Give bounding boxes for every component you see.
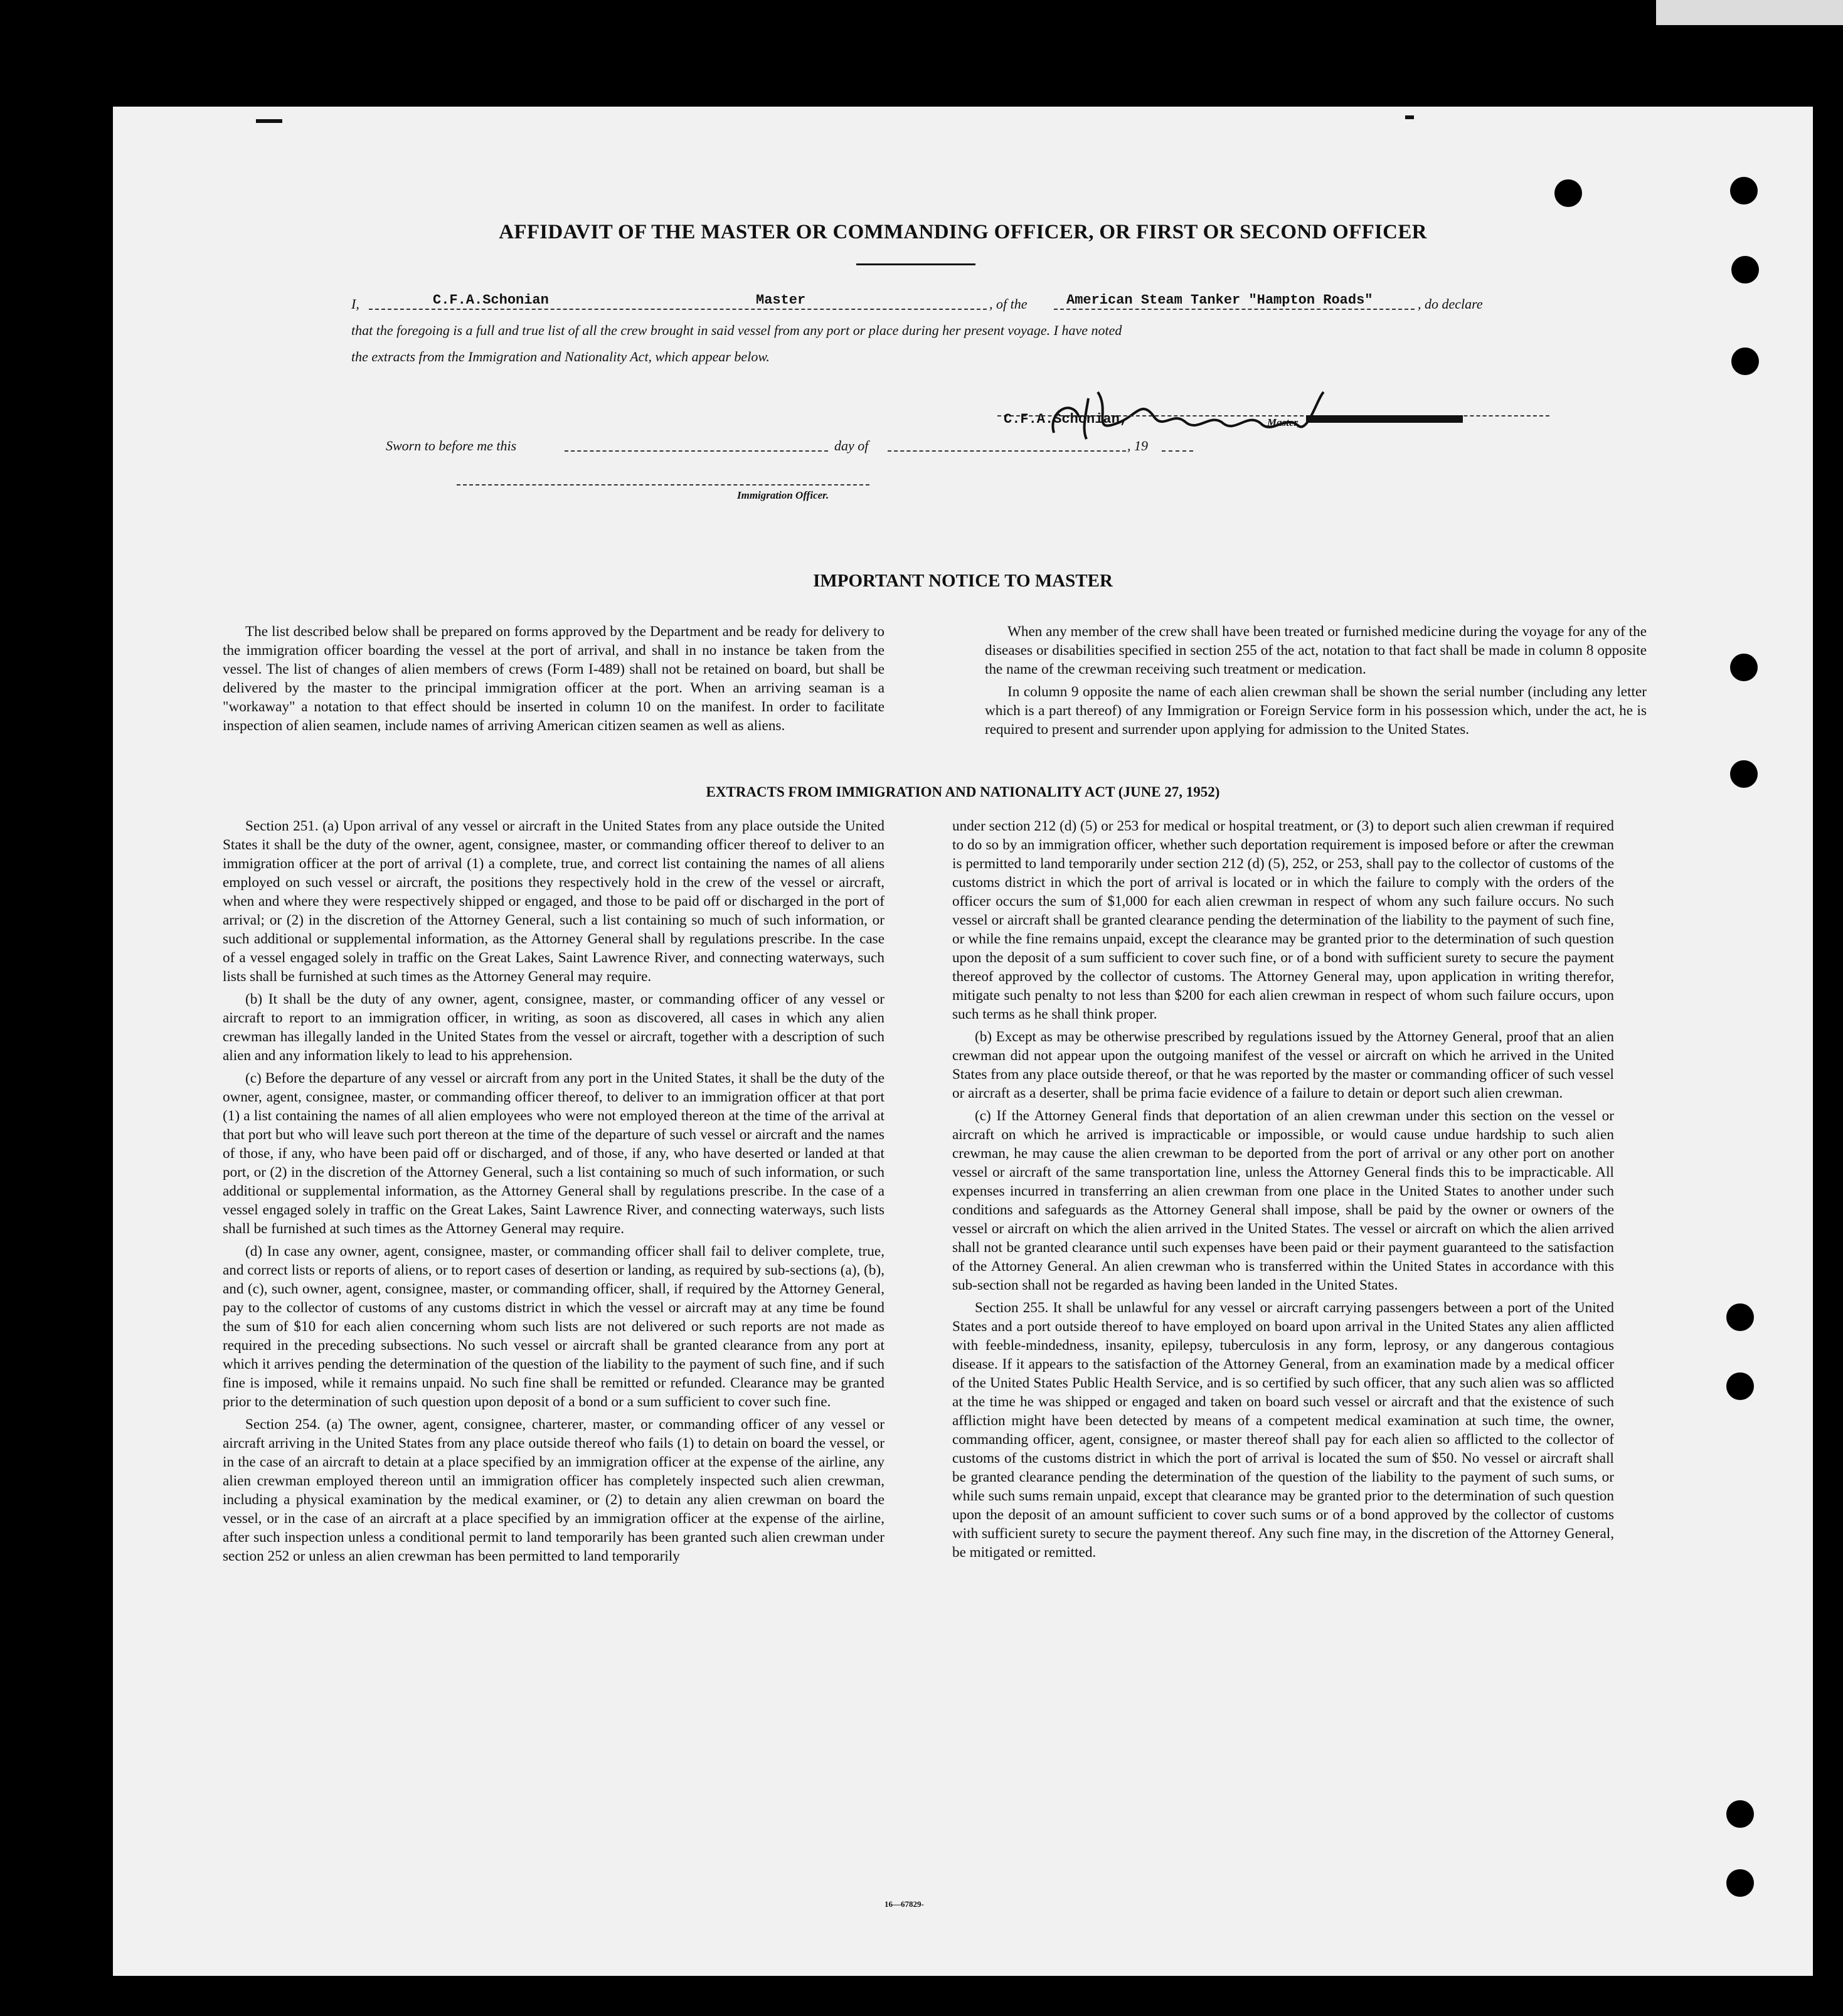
- notice-right-column: [985, 622, 1647, 743]
- signature-typed-name: C.F.A.Schonian,: [1004, 411, 1129, 427]
- section-paragraph: under section 212 (d) (5) or 253 for medical or hospital treatment, or (3) to deport such alien crewman if required to do so by an immigration officer, whether such deportation requirement is imposed before or after the crewman is permitted to land temporarily under section 212 (d) (5), 252, or 253, shall pay to the collector of customs of the customs district in which the port of arrival is located or in which the failure to comply with the orders of the officer occurs the sum of $1,000 for each alien crewman in respect of whom any such failure occurs. No such vessel or aircraft shall be granted clearance pending the determination of the liability to the payment of such fine, or while the fine remains unpaid, except the clearance may be granted prior to the determination of such question upon the deposit of a sum sufficient to cover such fine, or of a bond with sufficient surety to secure the payment thereof approved by the collector of customs. The Attorney General may, upon application in writing therefor, mitigate such penalty to not less than $200 for each alien crewman in respect of whom such failure occurs, upon such terms as he shall think proper.: [952, 818, 1614, 1022]
- name-field-line: [369, 309, 987, 310]
- affidavit-line-2: that the foregoing is a full and true list of all the crew brought in said vessel from any port or place during her present voyage. I have noted: [351, 322, 1122, 338]
- extracts-left-column: [223, 817, 884, 1569]
- notice-paragraph: When any member of the crew shall have been treated or furnished medicine during the voyage for any of the diseases or disabilities specified in section 255 of the act, notation to that fact shall be made in column 8 opposite the name of the crewman receiving such treatment or medication.: [985, 623, 1647, 677]
- punch-hole: [1726, 1303, 1754, 1331]
- sworn-label: Sworn to before me this: [386, 438, 517, 454]
- vessel-field-line: [1054, 309, 1415, 310]
- scan-mark: [256, 119, 282, 123]
- section-paragraph: (b) It shall be the duty of any owner, agent, consignee, master, or commanding officer of any vessel or aircraft to report to an immigration officer, in writing, as soon as discovered, all cases in which any alien crewman has illegally landed in the United States from the vessel or aircraft, together with a description of such alien and any information likely to lead to his apprehension.: [223, 991, 884, 1064]
- i-label: I,: [351, 296, 359, 312]
- punch-hole: [1731, 256, 1759, 284]
- section-paragraph: (d) In case any owner, agent, consignee, master, or commanding officer shall fail to deliver complete, true, and correct lists or reports of aliens, or to report cases of desertion or landing, as required by sub-sections (a), (b), and (c), such owner, agent, consignee, master, or commanding officer, shall, if required by the Attorney General, pay to the collector of customs of any customs district in which the vessel or aircraft may at any time be found the sum of $10 for each alien concerning whom such lists are not delivered or such reports are not made as required in the preceding subsections. No such vessel or aircraft shall be granted clearance from any port at which it arrives pending the determination of the question of the liability to the payment of such fine, and if such fine is imposed, while it remains unpaid. No such fine shall be remitted or refunded. Clearance may be granted prior to the determination of such question upon deposit of a bond or a sum sufficient to cover such fine.: [223, 1243, 884, 1410]
- rank-field: Master: [756, 292, 806, 308]
- section-paragraph: Section 254. (a) The owner, agent, consignee, charterer, master, or commanding officer of any vessel or aircraft arriving in the United States from any place outside thereof who fails (1) to detain on board the vessel, or in the case of an aircraft to detain at a place specified by an immigration officer at the expense of the airline, any alien crewman employed thereon until an immigration officer has completely inspected such alien crewman, including a physical examination by the medical examiner, or (2) to detain any alien crewman on board the vessel, or in the case of an aircraft at a place specified by an immigration officer at the expense of the airline, after such inspection unless a conditional permit to land temporarily has been granted such alien crewman under section 252 or unless an alien crewman has been permitted to land temporarily: [223, 1416, 884, 1564]
- officer-label: Immigration Officer.: [737, 489, 829, 501]
- punch-hole: [1554, 179, 1582, 207]
- extracts-right-column: [952, 817, 1614, 1566]
- section-paragraph: (c) If the Attorney General finds that deportation of an alien crewman under this section on the vessel or aircraft on which he arrived is impracticable or impossible, or would cause undue hardship to such alien crewman, he may cause the alien crewman to be deported from the port of arrival or any other port on another vessel or aircraft of the same transportation line, unless the Attorney General finds this to be impracticable. All expenses incurred in transferring an alien crewman from one place in the United States to another under such conditions and safeguards as the Attorney General shall impose, shall be paid by the owner or owners of the vessel or aircraft on which the alien arrived in the United States. The vessel or aircraft on which the alien arrived shall not be granted clearance until such expenses have been paid or their payment guaranteed to the satisfaction of the Attorney General. An alien crewman who is transferred within the United States in accordance with this sub-section shall not be regarded as having been landed in the United States.: [952, 1108, 1614, 1293]
- officer-signature-line: [457, 484, 869, 485]
- handwritten-signature: [1029, 373, 1355, 448]
- section-paragraph: Section 251. (a) Upon arrival of any vessel or aircraft in the United States from any place outside the United States it shall be the duty of the owner, agent, consignee, master, or commanding officer thereof to deliver to an immigration officer at the port of arrival (1) a complete, true, and correct list containing the names of all aliens employed on such vessel or aircraft, the positions they respectively hold in the crew of the vessel or aircraft, when and where they were respectively shipped or engaged, and those to be paid off or discharged in the port of arrival; or (2) in the discretion of the Attorney General, such a list containing so much of such information, or such additional or supplemental information, as the Attorney General shall by regulations prescribe. In the case of a vessel engaged solely in traffic on the Great Lakes, Saint Lawrence River, and connecting waterways, such lists shall be furnished at such times as the Attorney General may require.: [223, 818, 884, 985]
- scan-corner: [1656, 0, 1843, 25]
- notice-paragraph: In column 9 opposite the name of each alien crewman shall be shown the serial number (including any letter which is a part thereof) of any Immigration or Foreign Service form in his possession which, under the act, he is required to present and surrender upon applying for admission to the United States.: [985, 684, 1647, 738]
- notice-paragraph: The list described below shall be prepared on forms approved by the Department and be ready for delivery to the immigration officer boarding the vessel at the port of arrival, and shall in no instance be taken from the vessel. The list of changes of alien members of crews (Form I-489) shall not be retained on board, but shall be delivered by the master to the principal immigration officer at the port. When an arriving seaman is a "workaway" a notation to that effect should be inserted in column 10 on the manifest. In order to facilitate inspection of alien seamen, include names of arriving American citizen seamen as well as aliens.: [223, 623, 884, 734]
- vessel-field: American Steam Tanker "Hampton Roads": [1066, 292, 1373, 308]
- punch-hole: [1730, 177, 1758, 204]
- title-rule: [856, 263, 975, 265]
- punch-hole: [1731, 347, 1759, 375]
- punch-hole: [1726, 1372, 1754, 1400]
- year-label: , 19: [1127, 438, 1148, 454]
- section-paragraph: (b) Except as may be otherwise prescribed by regulations issued by the Attorney General, proof that an alien crewman did not appear upon the outgoing manifest of the vessel or aircraft on which he arrived in the United States from any place outside thereof, or that he was reported by the master or commanding officer of such vessel or aircraft as a deserter, shall be prima facie evidence of a failure to detain or deport such alien crewman.: [952, 1029, 1614, 1101]
- sworn-date-line: [565, 450, 828, 452]
- punch-hole: [1726, 1869, 1754, 1897]
- section-paragraph: (c) Before the departure of any vessel or aircraft from any port in the United States, it shall be the duty of the owner, agent, consignee, master, or commanding officer thereof, to deliver to an immigration officer at that port (1) a list containing the names of all alien employees who were not employed thereon at the time of the arrival at that port but who will leave such port thereon at the time of the departure of such vessel or aircraft and the names of those, if any, who have been paid off or discharged, and of those, if any, who have deserted or landed at that port, or (2) in the discretion of the Attorney General, such a list containing so much of such information, or such additional or supplemental information, as the Attorney General shall by regulations prescribe. In the case of a vessel engaged solely in traffic on the Great Lakes, Saint Lawrence River, and connecting waterways, such lists shall be furnished at such times as the Attorney General may require.: [223, 1070, 884, 1237]
- year-line: [1162, 450, 1193, 452]
- notice-left-column: [223, 622, 884, 739]
- month-line: [888, 450, 1126, 452]
- punch-hole: [1730, 654, 1758, 681]
- section-paragraph: Section 255. It shall be unlawful for any vessel or aircraft carrying passengers between a port of the United States and a port outside thereof to have employed on board upon arrival in the United States any alien afflicted with feeble-mindedness, insanity, epilepsy, tuberculosis in any form, leprosy, or any dangerous contagious disease. If it appears to the satisfaction of the Attorney General, from an examination made by a medical officer of the United States Public Health Service, and is so certified by such officer, that any such alien was so afflicted at the time he was shipped or engaged and taken on board such vessel or aircraft and that the existence of such affliction might have been detected by means of a competent medical examination at such time, the owner, commanding officer, agent, consignee, or master thereof shall pay for each alien so afflicted to the collector of customs of the customs district in which the port of arrival is located the sum of $50. No vessel or aircraft shall be granted clearance pending the determination of the question of the liability to the payment of such sums, or while such sums remain unpaid, except that clearance may be granted prior to the determination of such question upon the deposit of an amount sufficient to cover such sums or of a bond approved by the collector of customs with sufficient surety to secure the payment thereof. Any such fine may, in the discretion of the Attorney General, be mitigated or remitted.: [952, 1300, 1614, 1561]
- extracts-title: EXTRACTS FROM IMMIGRATION AND NATIONALITY ACT (JUNE 27, 1952): [706, 784, 1220, 800]
- notice-title: IMPORTANT NOTICE TO MASTER: [813, 571, 1113, 591]
- scan-mark: [1405, 115, 1414, 119]
- affidavit-title: AFFIDAVIT OF THE MASTER OR COMMANDING OFFICER, OR FIRST OR SECOND OFFICER: [499, 221, 1427, 243]
- day-label: day of: [834, 438, 869, 454]
- of-label: , of the: [989, 296, 1028, 312]
- punch-hole: [1726, 1800, 1754, 1828]
- affidavit-line-3: the extracts from the Immigration and Nationality Act, which appear below.: [351, 349, 770, 364]
- declare-label: , do declare: [1418, 296, 1483, 312]
- document-page: [113, 107, 1813, 1976]
- struck-out-text: [1306, 415, 1463, 423]
- signature-rank: Master,: [1267, 416, 1300, 428]
- name-field: C.F.A.Schonian: [433, 292, 549, 308]
- form-code: 16—67829-: [884, 1899, 924, 1909]
